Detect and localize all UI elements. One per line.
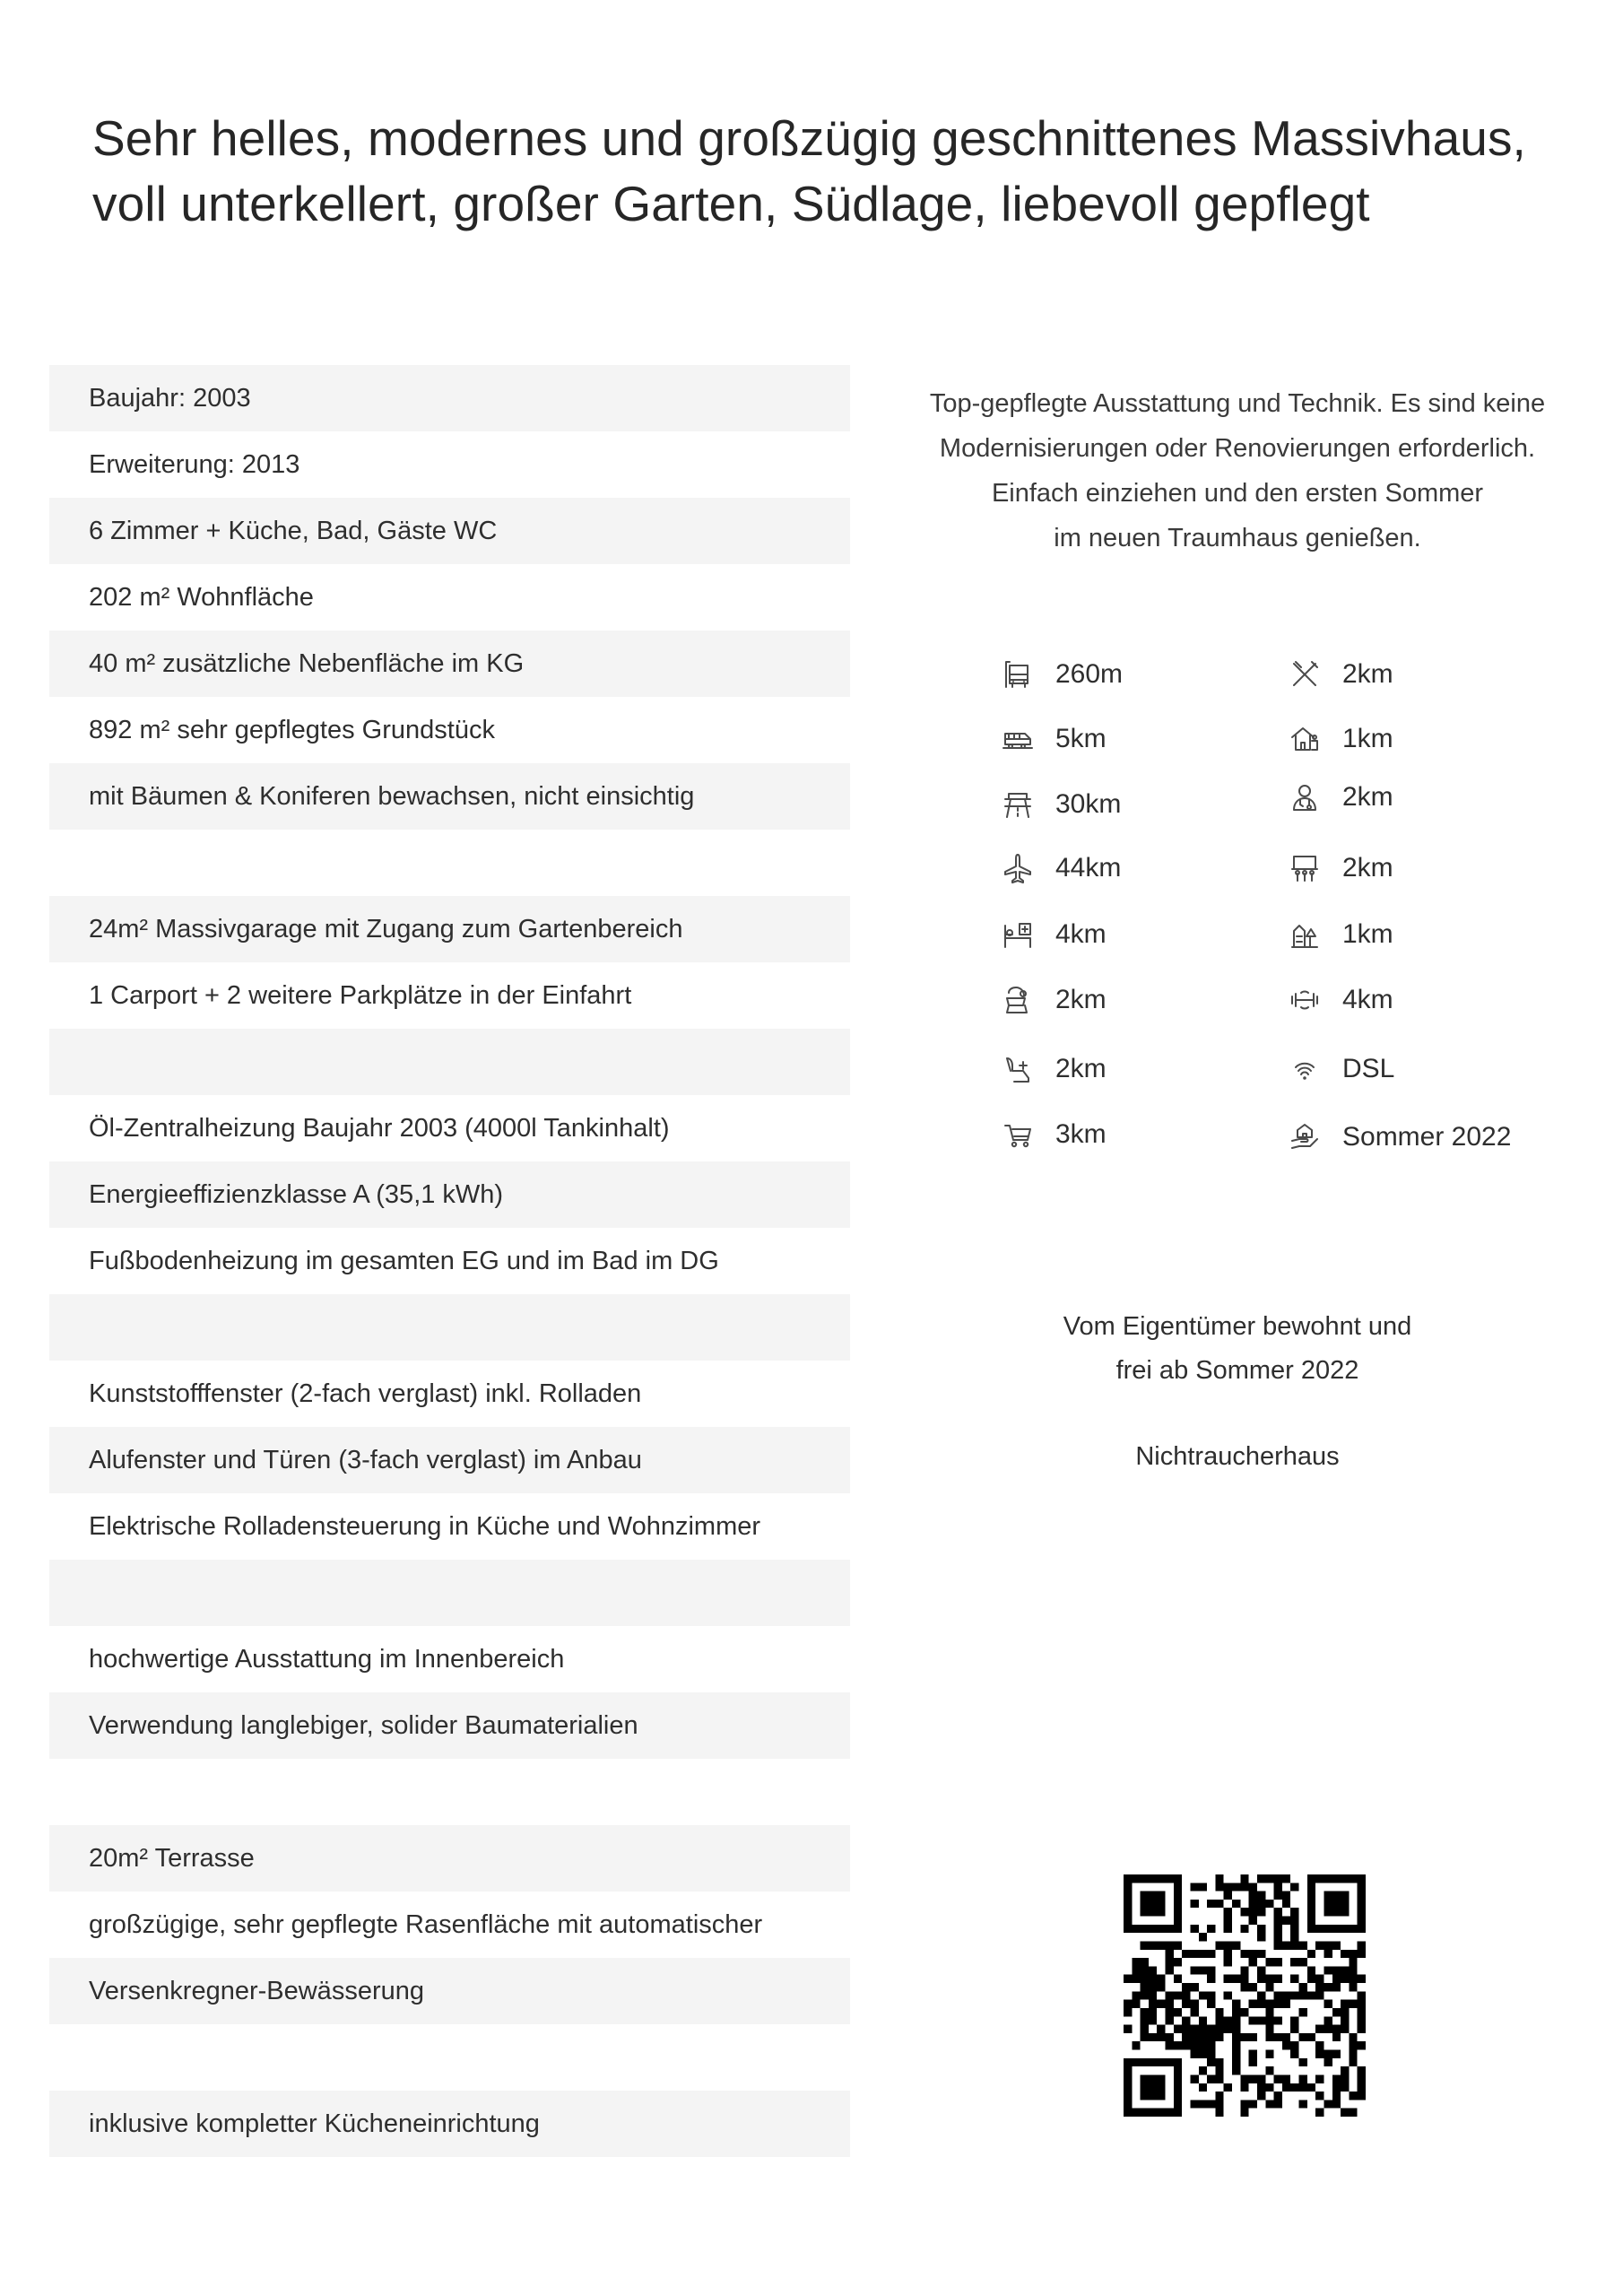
handover-icon (1289, 1121, 1321, 1153)
dentist-icon (1002, 1053, 1034, 1085)
feature-row: Erweiterung: 2013 (89, 450, 300, 479)
feature-row: Fußbodenheizung im gesamten EG und im Bad im DG (89, 1247, 719, 1275)
headline-line-2: voll unterkellert, großer Garten, Südlage, liebevoll gepflegt (92, 176, 1370, 231)
feature-row: Kunststofffenster (2-fach verglast) inkl. Rolladen (89, 1379, 642, 1408)
fitness-icon (1289, 984, 1321, 1016)
feature-row-spacer (49, 2024, 850, 2091)
feature-row: Baujahr: 2003 (49, 365, 850, 431)
distance-value: 4km (1342, 985, 1393, 1014)
description-line-3: Einfach einziehen und den ersten Sommer (991, 479, 1484, 508)
feature-row: 20m² Terrasse (49, 1825, 850, 1892)
feature-row: Elektrische Rolladensteuerung in Küche und Wohnzimmer (89, 1512, 761, 1541)
distance-value: 3km (1055, 1119, 1107, 1149)
feature-row: großzügige, sehr gepflegte Rasenfläche mit automatischer (89, 1910, 763, 1939)
feature-row: 202 m² Wohnfläche (89, 583, 314, 612)
description-line-2: Modernisierungen oder Renovierungen erforderlich. (939, 434, 1536, 463)
school-icon (1289, 852, 1321, 884)
notes-line-2: frei ab Sommer 2022 (1115, 1356, 1359, 1385)
distance-value: 260m (1055, 659, 1124, 689)
description-text (897, 381, 1578, 561)
distance-value: 5km (1055, 724, 1107, 753)
feature-row: hochwertige Ausstattung im Innenbereich (89, 1645, 565, 1674)
distance-value: 2km (1342, 853, 1393, 883)
distance-value: 30km (1055, 789, 1122, 819)
feature-row: 6 Zimmer + Küche, Bad, Gäste WC (49, 498, 850, 564)
distance-value: 4km (1055, 919, 1107, 949)
feature-row: Verwendung langlebiger, solider Baumaterialien (49, 1692, 850, 1759)
shopping-cart-icon (1002, 1118, 1034, 1151)
distance-value: 44km (1055, 853, 1122, 883)
train-icon (1002, 723, 1034, 755)
qr-code-graphic (1124, 1874, 1366, 2117)
wifi-icon (1289, 1053, 1321, 1085)
availability-notes (897, 1305, 1578, 1479)
headline-line-1: Sehr helles, modernes und großzügig geschnittenes Massivhaus, (92, 110, 1526, 166)
description-line-4: im neuen Traumhaus genießen. (1054, 524, 1421, 552)
feature-row: mit Bäumen & Koniferen bewachsen, nicht einsichtig (49, 763, 850, 830)
feature-row: 40 m² zusätzliche Nebenfläche im KG (49, 631, 850, 697)
hospital-icon (1002, 918, 1034, 951)
feature-row: 24m² Massivgarage mit Zugang zum Gartenbereich (49, 896, 850, 962)
bus-stop-icon (1002, 658, 1034, 691)
feature-row: Energieeffizienzklasse A (35,1 kWh) (49, 1161, 850, 1228)
distance-value: 1km (1342, 919, 1393, 949)
kindergarten-icon (1289, 723, 1321, 755)
non-smoker-note: Nichtraucherhaus (1135, 1442, 1340, 1471)
feature-row: Öl-Zentralheizung Baujahr 2003 (4000l Tankinhalt) (89, 1114, 670, 1143)
distance-value: 2km (1055, 985, 1107, 1014)
feature-row-spacer (49, 830, 850, 896)
feature-row-spacer (49, 1294, 850, 1361)
highway-icon (1002, 788, 1034, 821)
feature-list (49, 365, 850, 2157)
feature-row: 1 Carport + 2 weitere Parkplätze in der Einfahrt (89, 981, 632, 1010)
distance-value: 2km (1342, 782, 1393, 812)
distance-value: Sommer 2022 (1342, 1122, 1512, 1152)
airplane-icon (1002, 852, 1034, 884)
distance-value: DSL (1342, 1054, 1395, 1083)
feature-row: Versenkregner-Bewässerung (49, 1958, 850, 2024)
page-title (92, 106, 1527, 237)
feature-row-spacer (49, 1029, 850, 1095)
description-line-1: Top-gepflegte Ausstattung und Technik. Es sind keine (929, 389, 1546, 418)
feature-row-spacer (49, 1759, 850, 1825)
restaurant-icon (1289, 658, 1321, 691)
pharmacy-icon (1002, 984, 1034, 1016)
feature-row: Alufenster und Türen (3-fach verglast) im Anbau (49, 1427, 850, 1493)
distance-value: 2km (1055, 1054, 1107, 1083)
qr-code (1124, 1874, 1366, 2117)
feature-row-spacer (49, 1560, 850, 1626)
feature-row: 892 m² sehr gepflegtes Grundstück (89, 716, 495, 744)
feature-row: inklusive kompletter Kücheneinrichtung (49, 2091, 850, 2157)
distance-value: 1km (1342, 724, 1393, 753)
notes-line-1: Vom Eigentümer bewohnt und (1063, 1312, 1412, 1341)
doctor-icon (1289, 781, 1321, 813)
playground-icon (1289, 918, 1321, 951)
distance-value: 2km (1342, 659, 1393, 689)
